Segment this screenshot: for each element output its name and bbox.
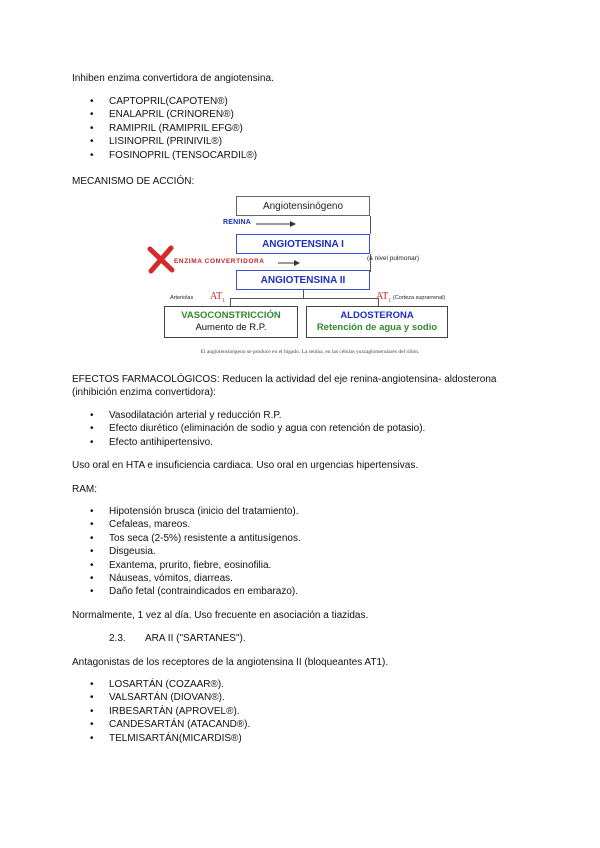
connector-line <box>230 298 378 299</box>
aldosterona-title: ALDOSTERONA <box>340 310 414 321</box>
at1-left-label: $AT_1$ <box>210 291 226 304</box>
vasoconstriccion-box <box>164 306 298 338</box>
ieca-drug-list <box>72 95 257 162</box>
antagonistas-text: Antagonistas de los receptores de la angiotensina II (bloqueantes AT1). <box>72 657 389 668</box>
sartanes-list <box>72 678 250 745</box>
list-item: • Efecto antihipertensivo. <box>72 436 425 449</box>
arrow-right-icon <box>256 220 296 228</box>
list-item: • ENALAPRIL (CRINOREN®) <box>72 108 257 121</box>
efectos-list <box>72 409 425 449</box>
list-item: • IRBESARTÁN (APROVEL®). <box>72 705 250 718</box>
list-item: • Disgeusia. <box>72 545 301 558</box>
vasoconstriccion-title: VASOCONSTRICCIÓN <box>181 310 281 321</box>
mechanism-heading: MECANISMO DE ACCIÓN: <box>72 176 195 187</box>
connector-line <box>303 290 304 298</box>
ram-list <box>72 505 301 599</box>
corteza-note: (Corteza suprarrenal) <box>393 295 446 301</box>
pulmonar-note: (a nivel pulmonar) <box>367 255 420 262</box>
enzima-label: ENZIMA CONVERTIDORA <box>174 258 265 265</box>
uso-oral-text: Uso oral en HTA e insuficiencia cardiaca. Uso oral en urgencias hipertensivas. <box>72 460 419 471</box>
ram-heading: RAM: <box>72 484 97 495</box>
list-item: • Tos seca (2-5%) resistente a antitusígenos. <box>72 532 301 545</box>
connector-line <box>230 298 231 306</box>
list-item: • RAMIPRIL (RAMIPRIL EFG®) <box>72 122 257 135</box>
section-number: 2.3. <box>109 633 126 644</box>
normalmente-text: Normalmente, 1 vez al día. Uso frecuente en asociación a tiazidas. <box>72 610 369 621</box>
angiotensinogeno-box: Angiotensinógeno <box>236 196 370 216</box>
list-item: • Cefaleas, mareos. <box>72 518 301 531</box>
efectos-heading-cont: (inhibición enzima convertidora): <box>72 387 216 398</box>
list-item: • FOSINOPRIL (TENSOCARDIL®) <box>72 149 257 162</box>
efectos-heading: EFECTOS FARMACOLÓGICOS: Reducen la actividad del eje renina-angiotensina- aldosterona <box>72 374 497 385</box>
list-item: • Exantema, prurito, fiebre, eosinofilia. <box>72 559 301 572</box>
list-item: • TELMISARTÁN(MICARDIS®) <box>72 732 250 745</box>
section-title: ARA II ("SARTANES"). <box>145 633 246 644</box>
list-item: • LOSARTÁN (COZAAR®). <box>72 678 250 691</box>
list-item: • CANDESARTÁN (ATACAND®). <box>72 718 250 731</box>
x-mark-icon <box>146 244 176 274</box>
aldosterona-subtitle: Retención de agua y sodio <box>316 322 438 333</box>
list-item: • Daño fetal (contraindicados en embarazo). <box>72 585 301 598</box>
arrow-right-icon <box>278 259 300 267</box>
connector-line <box>370 216 371 234</box>
list-item: • LISINOPRIL (PRINIVIL®) <box>72 135 257 148</box>
at1-right-label: $AT_1$ <box>376 291 392 304</box>
list-item: • Náuseas, vómitos, diarreas. <box>72 572 301 585</box>
angiotensina-1-box: ANGIOTENSINA I <box>236 234 370 254</box>
vasoconstriccion-subtitle: Aumento de R.P. <box>195 322 267 333</box>
mechanism-diagram <box>160 192 460 367</box>
list-item: • Efecto diurético (eliminación de sodio y agua con retención de potasio). <box>72 422 425 435</box>
arteriolas-note: Arteriolas <box>170 295 194 301</box>
list-item: • CAPTOPRIL(CAPOTEN®) <box>72 95 257 108</box>
list-item: • Hipotensión brusca (inicio del tratamiento). <box>72 505 301 518</box>
aldosterona-box <box>306 306 448 338</box>
list-item: • VALSARTÁN (DIOVAN®). <box>72 691 250 704</box>
intro-text: Inhiben enzima convertidora de angiotensina. <box>72 73 274 84</box>
angiotensina-2-box: ANGIOTENSINA II <box>236 270 370 290</box>
renina-label: RENINA <box>223 219 252 226</box>
diagram-caption: El angiotensinógeno se produce en el hígado. La renina, en las células yuxtaglomerulares del riñón. <box>200 349 420 355</box>
list-item: • Vasodilatación arterial y reducción R.P. <box>72 409 425 422</box>
